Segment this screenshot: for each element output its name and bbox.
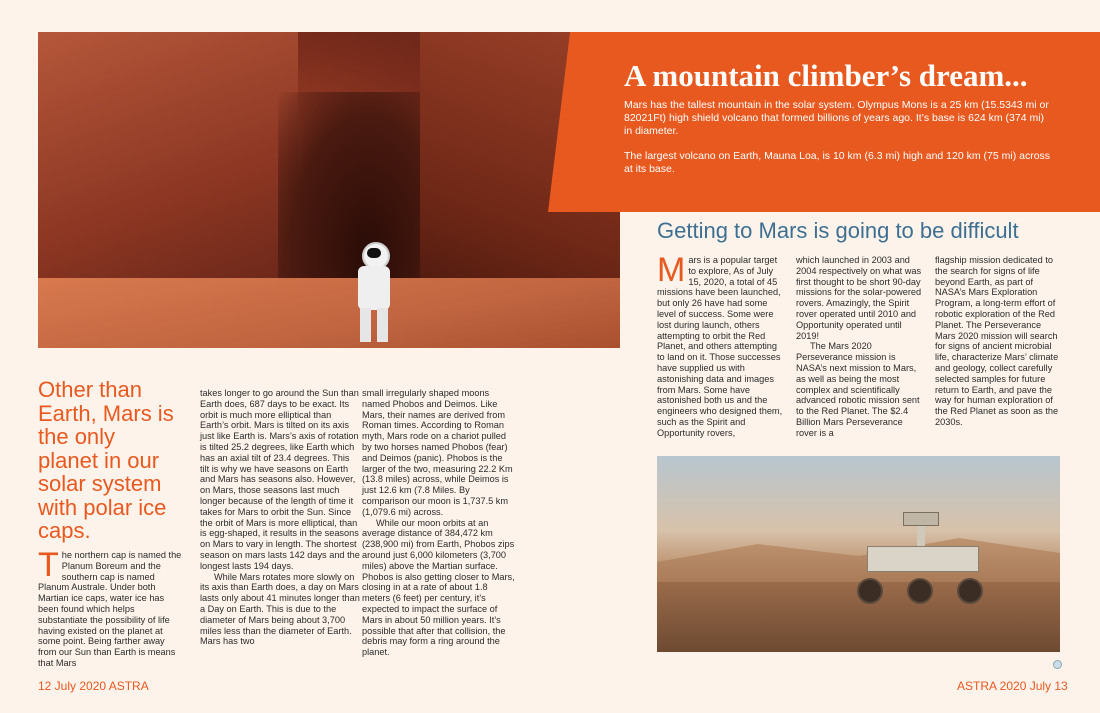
column-2-paragraph-1: takes longer to go around the Sun than Earth does, 687 days to be exact. Its orbit is much more elliptical than Earth’s orbit. Mars is tilted on its axis just like Earth is. Mars’s axis of rotation is tilted 25.2 degrees, like Earth which has an axial tilt of 23.4 degrees. This tilt is why we have seasons on Earth and Mars has seasons also. However, on Mars, those seasons last much longer because of the length of time it takes for Mars to orbit the Sun. Since the orbit of Mars is more elliptical, than is egg-shaped, it results in the seasons on Mars to vary in length. The shortest season on mars lasts 142 days and the longest lasts 194 days.: [200, 388, 360, 571]
article-column-1: [38, 546, 183, 669]
drop-cap: T: [38, 546, 59, 584]
mars-rover-photo: [657, 456, 1060, 652]
banner-paragraph-2: The largest volcano on Earth, Mauna Loa, is 10 km (6.3 mi) high and 120 km (75 mi) across at its base.: [624, 150, 1051, 175]
column-4-paragraph: ars is a popular target to explore, As of July 15, 2020, a total of 45 missions have been launched, but only 26 have had some level of success. Some were lost during launch, others attempting to orbit the Red Planet, and others attempting to land on it. Those successes have supplied us with astonishing data and images from Mars. Some have astonished both us and the engineers who designed them, such as the Spirit and Opportunity rovers,: [657, 255, 783, 438]
rover-figure: [857, 516, 1007, 596]
footer-left: 12 July 2020 ASTRA: [38, 679, 149, 693]
pull-quote: Other than Earth, Mars is the only planet in our solar system with polar ice caps.: [38, 377, 174, 543]
column-6-paragraph: flagship mission dedicated to the search for signs of life beyond Earth, as part of NASA’s Mars Exploration Program, a long-term effort of robotic exploration of the Red Planet. The Perseverance Mars 2020 mission will search for signs of ancient microbial life, characterize Mars’ climate and geology, collect carefully selected samples for future return to Earth, and pave the way for human exploration of the Red Planet as soon as the 2030s.: [935, 255, 1059, 427]
article-column-3: [362, 388, 517, 658]
banner-title: A mountain climber’s dream...: [624, 58, 1028, 93]
article-column-5: [796, 255, 926, 439]
article-column-4: [657, 251, 783, 439]
drop-cap: M: [657, 251, 686, 289]
footer-right: ASTRA 2020 July 13: [957, 679, 1068, 693]
canyon-ground: [38, 278, 620, 348]
image-indicator-dot[interactable]: [1053, 660, 1062, 669]
column-2-paragraph-2: While Mars rotates more slowly on its axis than Earth does, a day on Mars lasts only about 41 minutes longer than a Day on Earth. This is due to the diameter of Mars being about 3,700 miles less than the diameter of Earth. Mars has two: [200, 571, 360, 647]
astronaut-canyon-photo: [38, 32, 620, 348]
column-5-paragraph-1: which launched in 2003 and 2004 respectively on what was first thought to be short 90-day missions for the solar-powered rovers. Amazingly, the Spirit rover operated until 2010 and Opportunity operated until 2019!: [796, 255, 922, 341]
article-column-6: [935, 255, 1061, 428]
column-3-paragraph-1: small irregularly shaped moons named Phobos and Deimos. Like Mars, their names are derived from Roman times. According to Roman myth, Mars rode on a chariot pulled by two horses named Phobos (fear) and Deimos (panic). Phobos is the larger of the two, measuring 22.2 Km (13.8 miles) across, while Deimos is just 12.6 km (7.8 Miles. By comparison our moon is 1,737.5 km (1,079.6 mi) across.: [362, 388, 513, 517]
article-column-2: [200, 388, 360, 647]
section-heading: Getting to Mars is going to be difficult: [657, 218, 1019, 243]
astronaut-figure: [350, 242, 398, 342]
column-3-paragraph-2: While our moon orbits at an average distance of 384,472 km (238,900 mi) from Earth, Phobos zips around just 6,000 kilometers (3,700 miles) above the Martian surface. Phobos is also getting closer to Mars, closing in at a rate of about 1.8 meters (6 feet) per century, it’s expected to impact the surface of Mars in about 50 million years. It’s possible that after that collision, the debris may form a ring around the planet.: [362, 517, 515, 658]
banner-paragraph-1: Mars has the tallest mountain in the solar system. Olympus Mons is a 25 km (15.5343 mi or 82021Ft) high shield volcano that formed billions of years ago. It’s base is 624 km (374 mi) in diameter.: [624, 99, 1049, 137]
column-1-paragraph: he northern cap is named the Planum Boreum and the southern cap is named Planum Australe. Under both Martian ice caps, water ice has been found which helps substantiate the possibility of life having existed on the planet at some point. Being farther away from our Sun than Earth is means that Mars: [38, 550, 182, 668]
column-5-paragraph-2: The Mars 2020 Perseverance mission is NASA’s next mission to Mars, as well as being the most complex and scientifically advanced robotic mission sent to the Red Planet. The $2.4 Billion Mars Perseverance rover is a: [796, 341, 920, 438]
